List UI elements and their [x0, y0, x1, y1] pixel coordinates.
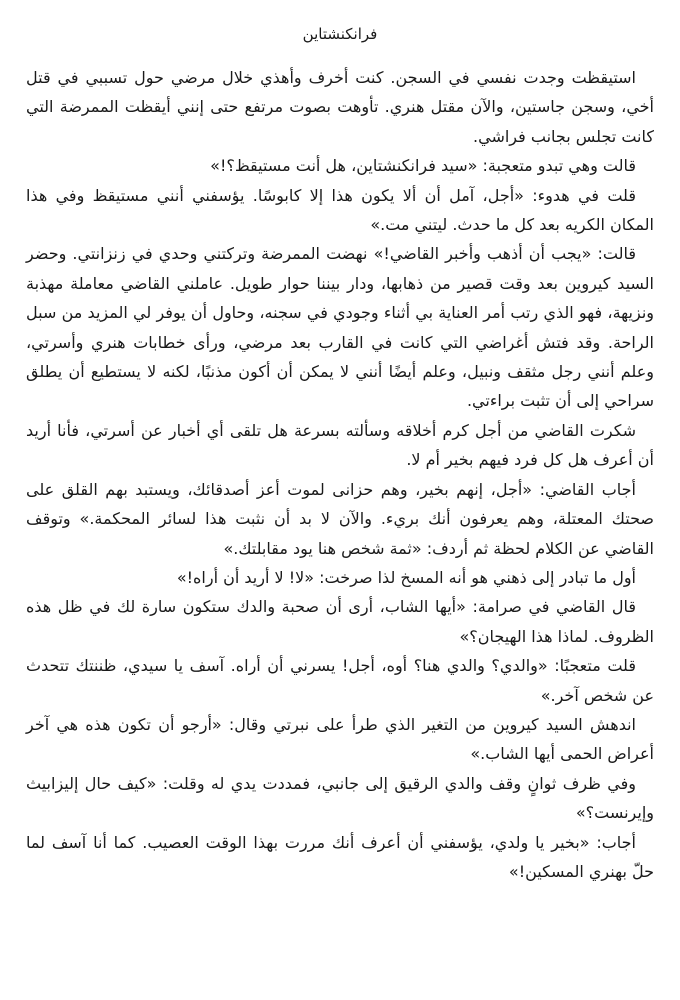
- paragraph: أجاب القاضي: «أجل، إنهم بخير، وهم حزانى لموت أعز أصدقائك، ويستبد بهم القلق على صحتك المعتلة، وهم يعرفون أنك بريء. والآن لا بد أن نثبت هذا لسائر المحكمة.» وتوقف القاضي عن الكلام لحظة ثم أردف: «ثمة شخص هنا يود مقابلتك.»: [26, 479, 654, 558]
- paragraph: قال القاضي في صرامة: «أيها الشاب، أرى أن صحبة والدك ستكون سارة لك في ظل هذه الظروف. لماذا هذا الهيجان؟»: [26, 597, 654, 646]
- paragraph: قلت في هدوء: «أجل، آمل أن ألا يكون هذا إلا كابوسًا. يؤسفني أنني مستيقظ وفي هذا المكان الكريه بعد كل ما حدث. ليتني مت.»: [26, 185, 654, 235]
- paragraph: قلت متعجبًا: «والدي؟ والدي هنا؟ أوه، أجل! يسرني أن أراه. آسف يا سيدي، ظننتك تتحدث عن شخص آخر.»: [26, 656, 654, 705]
- body-text: [26, 63, 654, 886]
- paragraph: أول ما تبادر إلى ذهني هو أنه المسخ لذا صرخت: «لا! لا أريد أن أراه!»: [176, 567, 636, 587]
- paragraph: أجاب: «بخير يا ولدي، يؤسفني أن أعرف أنك مررت بهذا الوقت العصيب. كما أنا آسف لما حلّ بهنري المسكين!»: [26, 832, 654, 881]
- paragraph: استيقظت وجدت نفسي في السجن. كنت أخرف وأهذي خلال مرضي حول تسببي في قتل أخي، وسجن جاستين، والآن مقتل هنري. تأوهت بصوت مرتفع حتى إنني أيقظت الممرضة التي كانت تجلس بجانب فراشي.: [26, 68, 654, 146]
- paragraph: شكرت القاضي من أجل كرم أخلاقه وسألته بسرعة هل تلقى أي أخبار عن أسرتي، فأنا أريد أن أعرف هل كل فرد فيهم بخير أم لا.: [26, 420, 654, 470]
- running-header: فرانكنشتاين: [302, 25, 378, 43]
- paragraph: قالت: «يجب أن أذهب وأخبر القاضي!» نهضت الممرضة وتركتني وحدي في زنزانتي. وحضر السيد كيروين بعد وقت قصير من ذهابها، ودار بيننا حوار طويل. عاملني القاضي معاملة مهذبة ونزيهة، فهو الذي رتب أمر العناية بي أثناء وجودي في سجنه، وحاول أن يوفر لي المزيد من سبل الراحة. وقد فتش أغراضي التي كانت في القارب بعد مرضي، ورأى خطابات هنري وأسرتي، وعلم أنني رجل مثقف ونبيل، وعلم أيضًا أنني لا يمكن أن أكون مذنبًا، لكنه لا يستطيع أن يطلق سراحي إلى أن تثبت براءتي.: [26, 244, 654, 411]
- paragraph: وفي ظرف ثوانٍ وقف والدي الرقيق إلى جانبي، فمددت يدي له وقلت: «كيف حال إليزابيث وإيرنست؟»: [26, 773, 654, 823]
- paragraph: اندهش السيد كيروين من التغير الذي طرأ على نبرتي وقال: «أرجو أن تكون هذه هي آخر أعراض الحمى أيها الشاب.»: [26, 714, 654, 764]
- paragraph: قالت وهي تبدو متعجبة: «سيد فرانكنشتاين، هل أنت مستيقظ؟!»: [210, 156, 636, 176]
